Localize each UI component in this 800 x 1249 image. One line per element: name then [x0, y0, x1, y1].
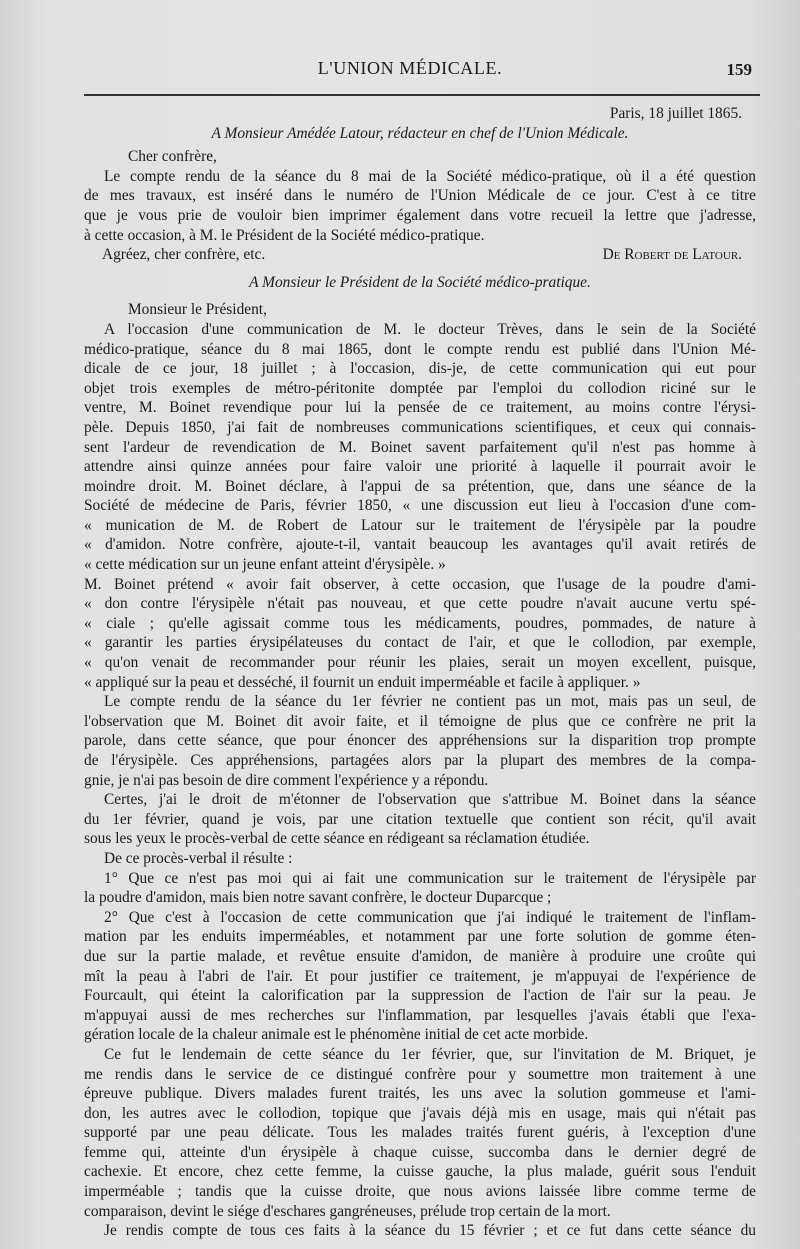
text-line: Je rendis compte de tous ces faits à la séance du 15 février ; et ce fut dans cette séance du: [104, 1222, 756, 1240]
page-header: [60, 58, 760, 90]
text-line: 1° Que ce n'est pas moi qui ai fait une communication sur le traitement de l'érysipèle par: [104, 869, 756, 887]
text-line: cachexie. Et encore, chez cette femme, la cuisse gauche, la plus malade, guérit sous l'enduit: [84, 1163, 756, 1181]
text-line: don, les autres avec le collodion, topique que j'avais déjà mis en usage, mais qui n'était pas: [84, 1104, 756, 1122]
text-line: De ce procès-verbal il résulte :: [104, 849, 293, 867]
text-line: me rendis dans le service de ce distingué confrère pour y soumettre mon traitement à une: [84, 1065, 756, 1083]
text-line: du 1er février, quand je vois, par une citation textuelle que contient son récit, qu'il avait: [84, 810, 756, 828]
text-line: Certes, j'ai le droit de m'étonner de l'observation que s'attribue M. Boinet dans la séance: [104, 791, 756, 809]
text-line: dicale de ce jour, 18 juillet ; à l'occasion, dis-je, de cette communication qui eut pour: [84, 360, 756, 378]
text-line: Le compte rendu de la séance du 8 mai de la Société médico-pratique, où il a été question: [104, 167, 756, 185]
letter2-address: A Monsieur le Président de la Société médico-pratique.: [249, 273, 591, 291]
text-line: parole, dans cette séance, que pour énoncer des appréhensions sur la disparition trop prompte: [84, 732, 756, 750]
text-line: attendre ainsi quinze années pour faire valoir une priorité à laquelle il pourrait avoir le: [84, 458, 756, 476]
text-line: pèle. Depuis 1850, j'ai fait de nombreuses communications scientifiques, et ceux qui connais-: [84, 418, 756, 436]
text-line: « don contre l'érysipèle n'était pas nouveau, et que cette poudre n'avait aucune vertu spé-: [84, 595, 756, 613]
text-line: gnie, je n'ai pas besoin de dire comment l'expérience y a répondu.: [84, 771, 489, 789]
text-line: « qu'on venait de recommander pour réunir les plaies, serait un moyen excellent, puisque,: [84, 654, 756, 672]
text-line: médico-pratique, séance du 8 mai 1865, dont le compte rendu est publié dans l'Union Mé-: [84, 340, 756, 358]
text-line: de l'érysipèle. Ces appréhensions, partagées alors par la plupart des membres de la compa-: [84, 752, 756, 769]
header-rule: [84, 94, 760, 96]
text-line: comparaison, devint le siége d'eschares gangréneuses, prélude trop certain de la mort.: [84, 1202, 611, 1220]
letter1-signoff: [84, 245, 756, 265]
article-body: [84, 104, 756, 1241]
text-line: A l'occasion d'une communication de M. le docteur Trèves, dans le sein de la Société: [104, 320, 756, 338]
text-line: Fourcault, qui éteint la calorification par la suppression de l'action de l'air sur la peau. Je: [84, 987, 756, 1005]
text-line: m'appuyai aussi de mes recherches sur l'inflammation, par lesquelles j'avais établi que l'exa-: [84, 1006, 756, 1024]
text-line: épreuve publique. Divers malades furent traités, les uns avec la solution gommeuse et l'ami-: [84, 1085, 756, 1103]
text-line: Ce fut le lendemain de cette séance du 1er février, que, sur l'invitation de M. Briquet, je: [104, 1045, 756, 1063]
text-line: M. Boinet prétend « avoir fait observer, à cette occasion, que l'usage de la poudre d'ami-: [84, 575, 756, 593]
text-line: l'observation que M. Boinet dit avoir faite, et il témoigne de plus que ce confrère ne prit la: [84, 712, 756, 730]
page-number: 159: [726, 60, 752, 79]
dateline: Paris, 18 juillet 1865.: [609, 105, 742, 122]
text-line: sous les yeux le procès-verbal de cette séance en rédigeant sa réclamation étudiée.: [84, 830, 590, 848]
text-line: sent l'ardeur de revendication de M. Boinet savent parfaitement qu'il n'est pas homme à: [84, 438, 756, 456]
text-line: « ciale ; qu'elle agissait comme tous les médicaments, poudres, pommades, de nature à: [84, 614, 756, 632]
text-line: gération locale de la chaleur animale est le phénomène initial de cet acte morbide.: [84, 1026, 589, 1044]
letter1-signature: De Robert de Latour.: [602, 246, 742, 264]
text-line: objet trois exemples de métro-péritonite domptée par l'emploi du collodion riciné sur le: [84, 379, 756, 397]
text-line: la poudre d'amidon, mais bien notre savant confrère, le docteur Duparcque ;: [84, 889, 552, 907]
text-line: à cette occasion, à M. le Président de la Société médico-pratique.: [84, 226, 485, 244]
text-line: ventre, M. Boinet revendique pour lui la pensée de ce traitement, au moins contre l'érysi-: [84, 399, 756, 417]
text-line: mît la peau à l'abri de l'air. Et pour justifier ce traitement, je m'appuyai de l'expérience de: [84, 967, 756, 985]
text-line: due sur la partie malade, et revêtue ensuite d'amidon, de manière à produire une croûte qui: [84, 947, 756, 965]
text-line: Le compte rendu de la séance du 1er février ne contient pas un mot, mais pas un seul, de: [104, 693, 756, 711]
text-line: moindre droit. M. Boinet déclare, à l'appui de sa prétention, que, dans une séance de la: [84, 477, 756, 495]
text-line: de mes travaux, est inséré dans le numéro de l'Union Médicale de ce jour. C'est à ce titre: [84, 187, 756, 205]
letter1-salutation: Cher confrère,: [128, 148, 217, 166]
text-line: Société de médecine de Paris, février 1850, « une discussion eut lieu à l'occasion d'une com-: [84, 497, 756, 515]
letter1-address: A Monsieur Amédée Latour, rédacteur en chef de l'Union Médicale.: [211, 124, 629, 142]
running-title: L'UNION MÉDICALE.: [317, 58, 503, 78]
text-line: que je vous prie de vouloir bien imprimer également dans votre recueil la lettre que j'adresse,: [84, 206, 756, 224]
text-line: supporté par une peau délicate. Tous les malades traités furent guéris, à l'exception d'une: [84, 1124, 756, 1142]
letter2-salutation: Monsieur le Président,: [128, 301, 267, 319]
letter1-closing: Agréez, cher confrère, etc.: [102, 246, 266, 264]
text-line: femme qui, atteinte d'un érysipèle à chaque cuisse, succomba dans le dernier degré de: [84, 1143, 756, 1161]
text-line: « d'amidon. Notre confrère, ajoute-t-il, vantait beaucoup les avantages qu'il avait retirés de: [84, 536, 756, 554]
text-line: imperméable ; tandis que la cuisse droite, que nous avions laissée libre comme terme de: [84, 1183, 756, 1201]
text-line: « appliqué sur la peau et desséché, il fournit un enduit imperméable et facile à appliquer. »: [84, 673, 641, 691]
text-line: mation par les enduits imperméables, et notamment par une forte solution de gomme éten-: [84, 928, 756, 946]
text-line: « munication de M. de Robert de Latour sur le traitement de l'érysipèle par la poudre: [84, 516, 756, 534]
text-line: « garantir les parties érysipélateuses du contact de l'air, et que le collodion, par exemple,: [84, 634, 756, 652]
text-line: 2° Que c'est à l'occasion de cette communication que j'ai indiqué le traitement de l'inflam-: [104, 908, 756, 926]
text-line: « cette médication sur un jeune enfant atteint d'érysipèle. »: [84, 556, 446, 574]
